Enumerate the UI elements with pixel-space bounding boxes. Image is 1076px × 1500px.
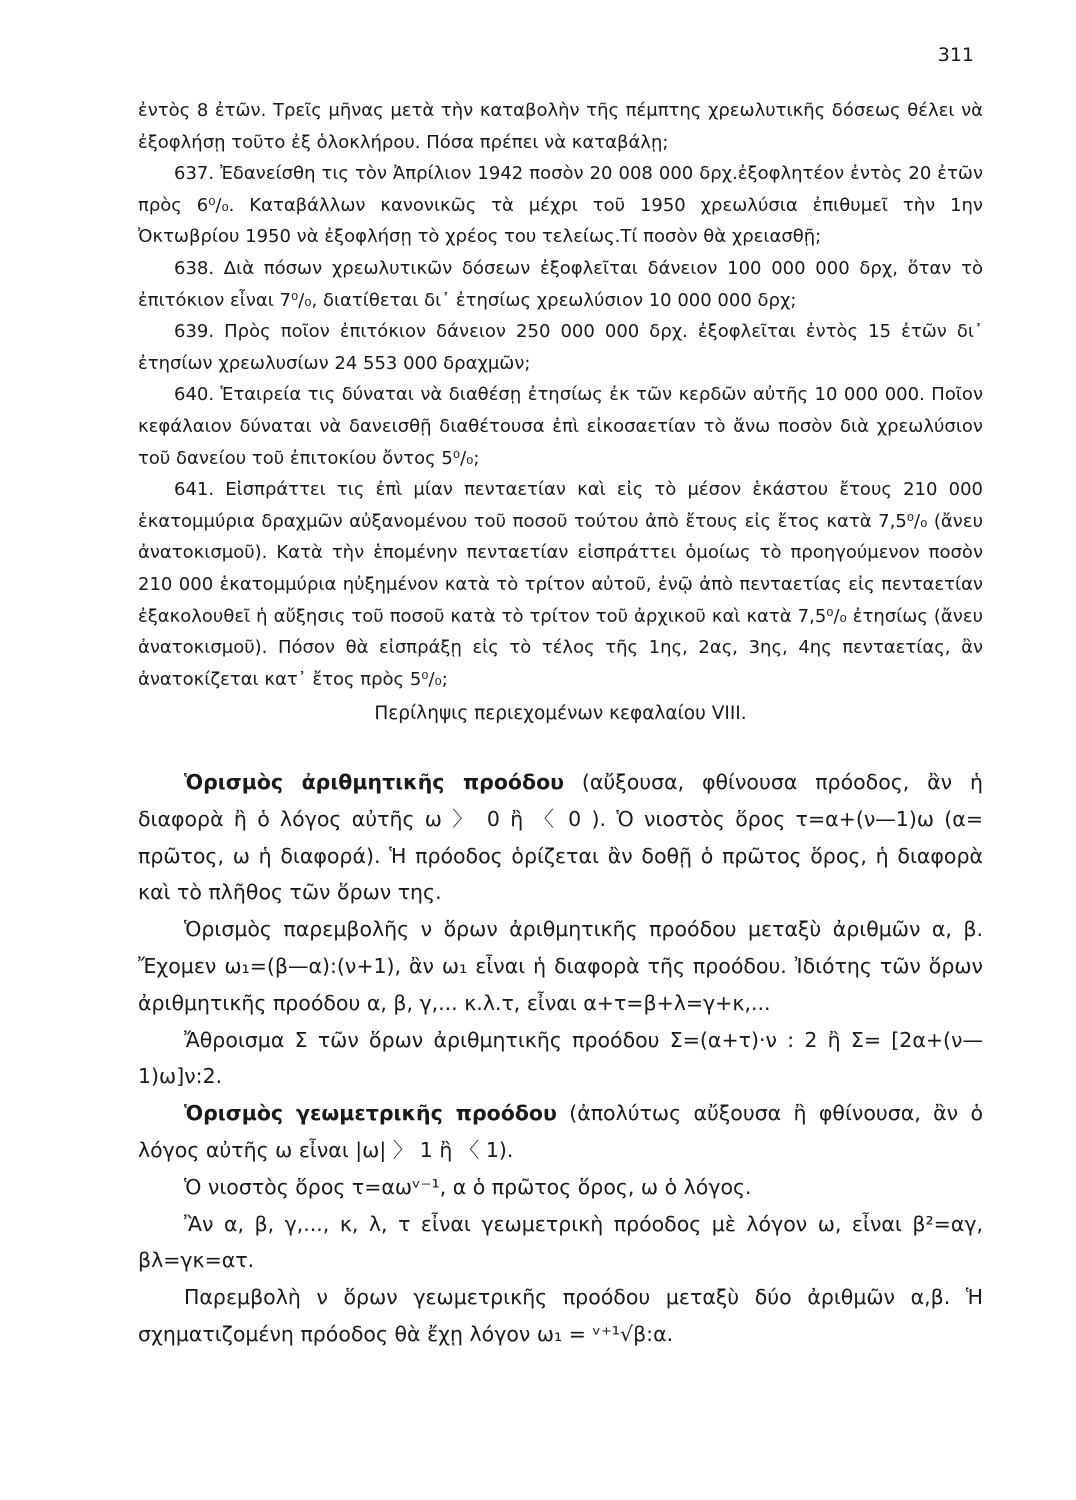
exercise-640: 640. Ἑταιρεία τις δύναται νὰ διαθέσῃ ἐτησίως ἐκ τῶν κερδῶν αὐτῆς 10 000 000. Ποῖον κεφάλαιον δύναται νὰ δανεισθῇ διαθέτουσα ἐπὶ εἰκοσαετίαν τὸ ἄνω ποσὸν διὰ χρεωλύσιον τοῦ δανείου τοῦ ἐπιτοκίου ὄντος 5⁰/₀;: [138, 384, 983, 469]
exercise-continuation: ἐντὸς 8 ἐτῶν. Τρεῖς μῆνας μετὰ τὴν καταβολὴν τῆς πέμπτης χρεωλυτικῆς δόσεως θέλει νὰ ἐξοφλήσῃ τοῦτο ἐξ ὁλοκλήρου. Πόσα πρέπει νὰ καταβάλῃ;: [138, 100, 983, 153]
exercise-637: 637. Ἐδανείσθη τις τὸν Ἀπρίλιον 1942 ποσὸν 20 008 000 δρχ.ἐξοφλητέον ἐντὸς 20 ἐτῶν πρὸς 6⁰/₀. Καταβάλλων κανονικῶς τὰ μέχρι τοῦ 1950 χρεωλύσια ἐπιθυμεῖ τὴν 1ην Ὀκτωβρίου 1950 νὰ ἐξοφλήσῃ τὸ χρέος του τελείως.Τί ποσὸν θὰ χρειασθῇ;: [138, 163, 983, 248]
exercise-639: 639. Πρὸς ποῖον ἐπιτόκιον δάνειον 250 000 000 δρχ. ἐξοφλεῖται ἐντὸς 15 ἐτῶν δι᾽ ἐτησίων χρεωλυσίων 24 553 000 δραχμῶν;: [138, 321, 983, 374]
summary-geometric-text: (ἀπολύτως αὔξουσα ἢ φθίνουσα, ἂν ὁ λόγος αὐτῆς ω εἶναι |ω| 〉 1 ἢ 〈 1).: [138, 1101, 983, 1162]
chapter-summary: [138, 764, 983, 1353]
summary-geometric-definition: [138, 1095, 983, 1169]
summary-arithmetic-definition: [138, 764, 983, 911]
summary-arithmetic-sum: Ἄθροισμα Σ τῶν ὅρων ἀριθμητικῆς προόδου Σ=(α+τ)·ν : 2 ἢ Σ= [2α+(ν—1)ω]ν:2.: [138, 1027, 983, 1089]
page-number: 311: [937, 44, 974, 66]
exercise-638: 638. Διὰ πόσων χρεωλυτικῶν δόσεων ἐξοφλεῖται δάνειον 100 000 000 δρχ, ὅταν τὸ ἐπιτόκιον εἶναι 7⁰/₀, διατίθεται δι᾽ ἐτησίως χρεωλύσιον 10 000 000 δρχ;: [138, 257, 983, 311]
summary-geometric-term: Ὁρισμὸς γεωμετρικῆς προόδου: [184, 1101, 557, 1126]
summary-geometric-nth-term: Ὁ νιοστὸς ὅρος τ=αωᵛ⁻¹, α ὁ πρῶτος ὅρος, ω ὁ λόγος.: [184, 1174, 752, 1199]
exercise-641: 641. Εἰσπράττει τις ἐπὶ μίαν πενταετίαν καὶ εἰς τὸ μέσον ἑκάστου ἔτους 210 000 ἑκατομμύρια δραχμῶν αὐξανομένου τοῦ ποσοῦ τούτου ἀπὸ ἔτους εἰς ἔτος κατὰ 7,5⁰/₀ (ἄνευ ἀνατοκισμοῦ). Κατὰ τὴν ἑπομένην πενταετίαν εἰσπράττει ὁμοίως τὸ προηγούμενον ποσὸν 210 000 ἑκατομμύρια ηὐξημένον κατὰ τὸ τρίτον αὐτοῦ, ἐνῷ ἀπὸ πενταετίας εἰς πενταετίαν ἐξακολουθεῖ ἡ αὔξησις τοῦ ποσοῦ κατὰ τὸ τρίτον τοῦ ἀρχικοῦ καὶ κατὰ 7,5⁰/₀ ἐτησίως (ἄνευ ἀνατοκισμοῦ). Πόσον θὰ εἰσπράξῃ εἰς τὸ τέλος τῆς 1ης, 2ας, 3ης, 4ης πενταετίας, ἂν ἀνατοκίζεται κατ᾽ ἔτος πρὸς 5⁰/₀;: [138, 479, 983, 690]
summary-geometric-property: Ἂν α, β, γ,..., κ, λ, τ εἶναι γεωμετρικὴ πρόοδος μὲ λόγον ω, εἶναι β²=αγ, βλ=γκ=ατ.: [138, 1211, 983, 1273]
exercise-list: [138, 95, 983, 695]
chapter-summary-heading: Περίληψις περιεχομένων κεφαλαίου VIII.: [374, 703, 747, 724]
summary-geometric-interpolation: Παρεμβολὴ ν ὅρων γεωμετρικῆς προόδου μεταξὺ δύο ἀριθμῶν α,β. Ἡ σχηματιζομένη πρόοδος θὰ ἔχῃ λόγον ω₁ = ᵛ⁺¹√β:α.: [138, 1285, 983, 1346]
summary-arithmetic-interpolation: Ὁρισμὸς παρεμβολῆς ν ὅρων ἀριθμητικῆς προόδου μεταξὺ ἀριθμῶν α, β. Ἔχομεν ω₁=(β—α):(ν+1), ἂν ω₁ εἶναι ἡ διαφορὰ τῆς προόδου. Ἰδιότης τῶν ὅρων ἀριθμητικῆς προόδου α, β, γ,... κ.λ.τ, εἶναι α+τ=β+λ=γ+κ,...: [138, 917, 983, 1015]
summary-arithmetic-term: Ὁρισμὸς ἀριθμητικῆς προόδου: [184, 770, 565, 794]
summary-arithmetic-text: (αὔξουσα, φθίνουσα πρόοδος, ἂν ἡ διαφορὰ ἢ ὁ λόγος αὐτῆς ω 〉 0 ἢ 〈 0 ). Ὁ νιοστὸς ὅρος τ=α+(ν—1)ω (α= πρῶτος, ω ἡ διαφορά). Ἡ πρόοδος ὁρίζεται ἂν δοθῇ ὁ πρῶτος ὅρος, ἡ διαφορὰ καὶ τὸ πλῆθος τῶν ὅρων της.: [138, 770, 983, 905]
